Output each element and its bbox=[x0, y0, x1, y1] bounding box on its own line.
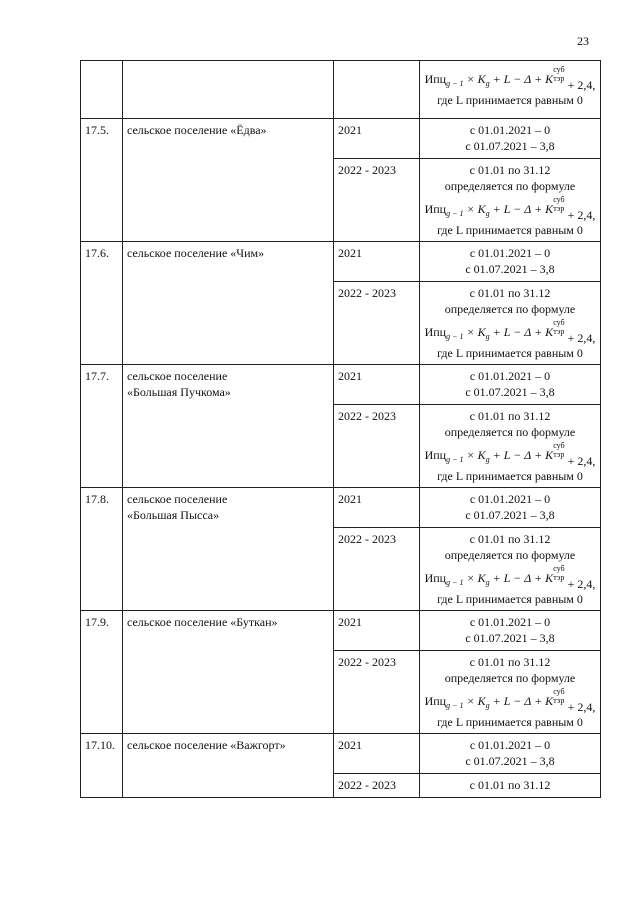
settlement-name: сельское поселение «Буткан» bbox=[123, 611, 334, 734]
value-2022-2023: с 01.01 по 31.12 определяется по формуле $Ипц_{g - 1} \times K_g + L - \Delta + K$ суб тэр + 2,4, где L принимается равным 0 bbox=[420, 159, 601, 242]
value-2021: с 01.01.2021 – 0 с 01.07.2021 – 3,8 bbox=[420, 734, 601, 774]
period-2022-2023: 2022 - 2023 bbox=[334, 528, 420, 611]
table-row bbox=[81, 242, 601, 282]
value-2022-2023: с 01.01 по 31.12 определяется по формуле $Ипц_{g - 1} \times K_g + L - \Delta + K$ суб тэр + 2,4, где L принимается равным 0 bbox=[420, 528, 601, 611]
table-row bbox=[81, 611, 601, 651]
value-2021: с 01.01.2021 – 0 с 01.07.2021 – 3,8 bbox=[420, 488, 601, 528]
period-2022-2023: 2022 - 2023 bbox=[334, 159, 420, 242]
row-number: 17.8. bbox=[81, 488, 123, 611]
value-2022-2023: с 01.01 по 31.12 bbox=[420, 774, 601, 798]
table-row bbox=[81, 365, 601, 405]
row-number: 17.9. bbox=[81, 611, 123, 734]
settlement-name: сельское поселение «Большая Пучкома» bbox=[123, 365, 334, 488]
name-cell bbox=[123, 61, 334, 119]
period-cell bbox=[334, 61, 420, 119]
row-number: 17.10. bbox=[81, 734, 123, 798]
table-row bbox=[81, 488, 601, 528]
period-2022-2023: 2022 - 2023 bbox=[334, 282, 420, 365]
value-2021: с 01.01.2021 – 0 с 01.07.2021 – 3,8 bbox=[420, 365, 601, 405]
formula: $Ипц_{g - 1} \times K_g + L - \Delta + K$ суб тэр + 2,4, bbox=[424, 65, 596, 92]
value-2021: с 01.01.2021 – 0 с 01.07.2021 – 3,8 bbox=[420, 119, 601, 159]
formula: $Ипц_{g - 1} \times K_g + L - \Delta + K$ суб тэр + 2,4, bbox=[424, 318, 596, 345]
table-row bbox=[81, 734, 601, 774]
settlement-name: сельское поселение «Большая Пысса» bbox=[123, 488, 334, 611]
table-row-carryover bbox=[81, 61, 601, 119]
formula: $Ипц_{g - 1} \times K_g + L - \Delta + K$ суб тэр + 2,4, bbox=[424, 564, 596, 591]
formula-note: где L принимается равным 0 bbox=[437, 93, 583, 107]
value-2022-2023: с 01.01 по 31.12 определяется по формуле $Ипц_{g - 1} \times K_g + L - \Delta + K$ суб тэр + 2,4, где L принимается равным 0 bbox=[420, 651, 601, 734]
period-2021: 2021 bbox=[334, 365, 420, 405]
period-2022-2023: 2022 - 2023 bbox=[334, 774, 420, 798]
value-2022-2023: с 01.01 по 31.12 определяется по формуле $Ипц_{g - 1} \times K_g + L - \Delta + K$ суб тэр + 2,4, где L принимается равным 0 bbox=[420, 405, 601, 488]
settlement-name: сельское поселение «Важгорт» bbox=[123, 734, 334, 798]
table-row bbox=[81, 119, 601, 159]
value-2021: с 01.01.2021 – 0 с 01.07.2021 – 3,8 bbox=[420, 242, 601, 282]
period-2021: 2021 bbox=[334, 734, 420, 774]
period-2021: 2021 bbox=[334, 611, 420, 651]
period-2022-2023: 2022 - 2023 bbox=[334, 405, 420, 488]
period-2021: 2021 bbox=[334, 119, 420, 159]
tariff-table bbox=[80, 60, 601, 798]
formula: $Ипц_{g - 1} \times K_g + L - \Delta + K$ суб тэр + 2,4, bbox=[424, 195, 596, 222]
value-2021: с 01.01.2021 – 0 с 01.07.2021 – 3,8 bbox=[420, 611, 601, 651]
period-2022-2023: 2022 - 2023 bbox=[334, 651, 420, 734]
value-2022-2023: с 01.01 по 31.12 определяется по формуле $Ипц_{g - 1} \times K_g + L - \Delta + K$ суб тэр + 2,4, где L принимается равным 0 bbox=[420, 282, 601, 365]
settlement-name: сельское поселение «Ёдва» bbox=[123, 119, 334, 242]
formula: $Ипц_{g - 1} \times K_g + L - \Delta + K$ суб тэр + 2,4, bbox=[424, 687, 596, 714]
row-number: 17.6. bbox=[81, 242, 123, 365]
row-number: 17.5. bbox=[81, 119, 123, 242]
period-2021: 2021 bbox=[334, 488, 420, 528]
page-number: 23 bbox=[577, 34, 589, 48]
settlement-name: сельское поселение «Чим» bbox=[123, 242, 334, 365]
num-cell bbox=[81, 61, 123, 119]
row-number: 17.7. bbox=[81, 365, 123, 488]
value-cell bbox=[420, 61, 601, 119]
period-2021: 2021 bbox=[334, 242, 420, 282]
formula: $Ипц_{g - 1} \times K_g + L - \Delta + K$ суб тэр + 2,4, bbox=[424, 441, 596, 468]
